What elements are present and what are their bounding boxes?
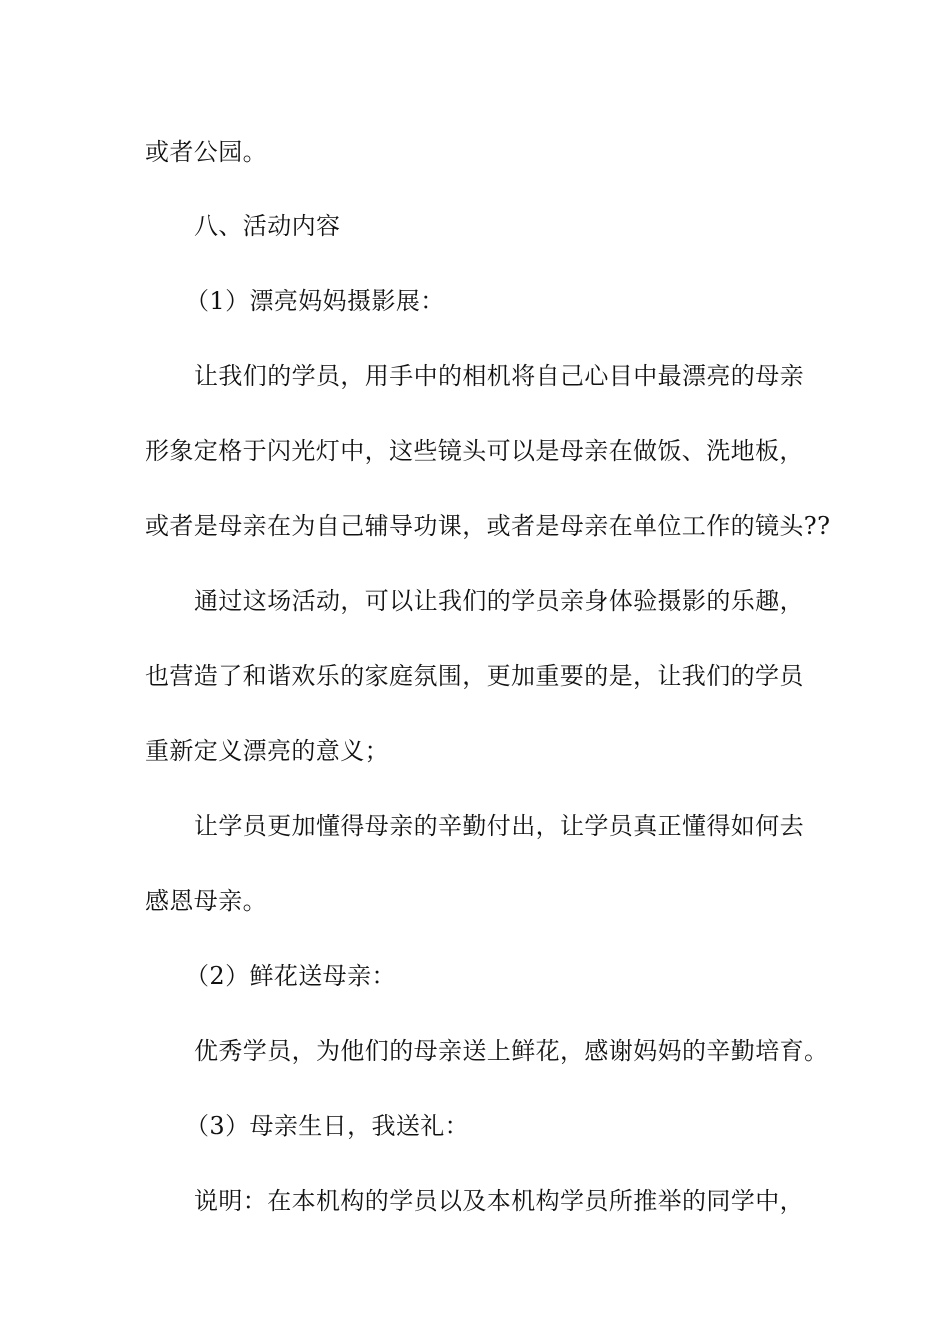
text-line-8: 也营造了和谐欢乐的家庭氛围，更加重要的是，让我们的学员 [145, 662, 804, 690]
text-line-13: 优秀学员，为他们的母亲送上鲜花，感谢妈妈的辛勤培育。 [194, 1037, 829, 1065]
text-line-1: 或者公园。 [145, 138, 267, 166]
subheading-2: （2）鲜花送母亲： [185, 962, 396, 990]
text-line-15: 说明：在本机构的学员以及本机构学员所推举的同学中， [194, 1187, 804, 1215]
subheading-3: （3）母亲生日，我送礼： [185, 1112, 470, 1140]
text-line-9: 重新定义漂亮的意义； [145, 737, 389, 765]
text-line-10: 让学员更加懂得母亲的辛勤付出，让学员真正懂得如何去 [194, 812, 804, 840]
text-line-4: 让我们的学员，用手中的相机将自己心目中最漂亮的母亲 [194, 362, 804, 390]
subheading-1: （1）漂亮妈妈摄影展： [185, 287, 445, 315]
section-heading: 八、活动内容 [194, 212, 341, 240]
text-line-11: 感恩母亲。 [145, 887, 267, 915]
text-line-6: 或者是母亲在为自己辅导功课，或者是母亲在单位工作的镜头?? [145, 512, 831, 540]
text-line-5: 形象定格于闪光灯中，这些镜头可以是母亲在做饭、洗地板， [145, 437, 804, 465]
text-line-7: 通过这场活动，可以让我们的学员亲身体验摄影的乐趣， [194, 587, 804, 615]
